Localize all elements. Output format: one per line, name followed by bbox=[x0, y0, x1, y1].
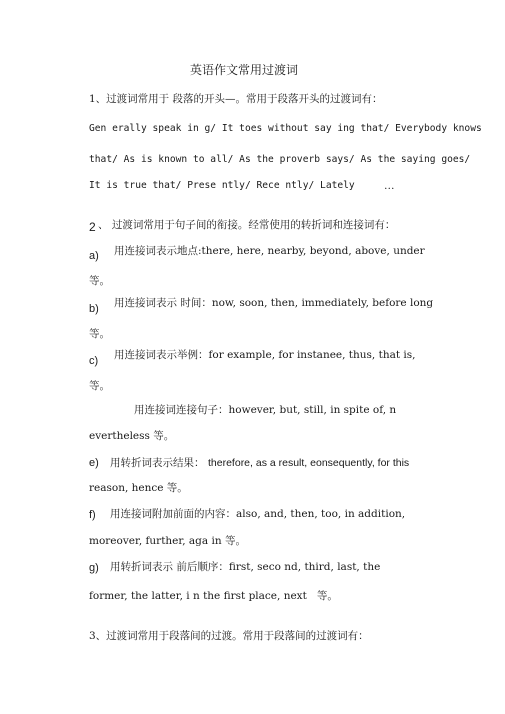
item-e-text-cn: 用转折词表示结果： bbox=[110, 457, 205, 469]
section2-heading-number: 2 bbox=[89, 220, 96, 234]
item-c-text: 用连接词表示举例：for example, for instanee, thus, that is, bbox=[114, 349, 416, 361]
section1-line-2: that/ As is known to all/ As the proverb says/ As the saying goes/ bbox=[89, 154, 471, 165]
item-a-tail: 等。 bbox=[89, 275, 110, 287]
item-f-text: 用连接词附加前面的内容：also, and, then, too, in addition, bbox=[110, 508, 406, 520]
item-e-marker: e) bbox=[89, 457, 99, 469]
item-c-marker: c) bbox=[89, 355, 99, 367]
item-e-tail: reason, hence 等。 bbox=[89, 482, 188, 494]
item-e-text-en: therefore, as a result, eonsequently, for this bbox=[208, 457, 410, 469]
item-g-tail: former, the latter, i n the first place, next 等。 bbox=[89, 590, 338, 602]
item-b-tail: 等。 bbox=[89, 328, 110, 340]
section1-line-3: It is true that/ Prese ntly/ Rece ntly/ Lately bbox=[89, 180, 355, 191]
section1-ellipsis: … bbox=[384, 180, 395, 192]
item-g-marker: g) bbox=[89, 562, 99, 574]
item-f-tail: moreover, further, aga in 等。 bbox=[89, 535, 246, 547]
item-b-text: 用连接词表示 时间：now, soon, then, immediately, before long bbox=[114, 297, 434, 309]
section3-heading: 3、过渡词常用于段落间的过渡。常用于段落间的过渡词有： bbox=[89, 630, 369, 642]
item-b-marker: b) bbox=[89, 303, 99, 315]
item-d-tail: evertheless 等。 bbox=[89, 430, 175, 442]
item-f-marker: f) bbox=[89, 509, 96, 521]
document-title: 英语作文常用过渡词 bbox=[190, 63, 299, 77]
item-a-text: 用连接词表示地点:there, here, nearby, beyond, above, under bbox=[114, 245, 425, 257]
item-a-marker: a) bbox=[89, 250, 99, 262]
item-d-text: 用连接词连接句子：however, but, still, in spite of, n bbox=[134, 404, 397, 416]
item-c-tail: 等。 bbox=[89, 380, 110, 392]
item-g-text: 用转折词表示 前后顺序：first, seco nd, third, last, the bbox=[110, 561, 381, 573]
section1-line-1: Gen erally speak in g/ It toes without say ing that/ Everybody knows bbox=[89, 123, 482, 134]
section2-heading-text: 、 过渡词常用于句子间的衔接。经常使用的转折词和连接词有： bbox=[98, 219, 396, 231]
section1-heading: 1、过渡词常用于 段落的开头—。常用于段落开头的过渡词有： bbox=[89, 93, 383, 105]
